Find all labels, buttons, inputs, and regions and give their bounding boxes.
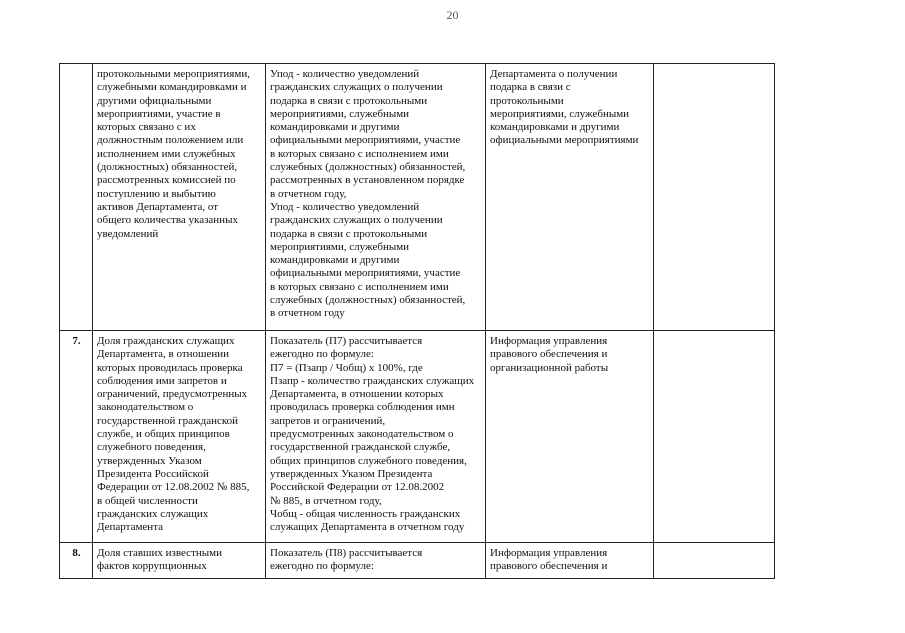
- extra-cell: [654, 64, 775, 331]
- data-source: Информация управления правового обеспечения и: [486, 543, 654, 579]
- row-number: 8.: [60, 543, 93, 579]
- indicators-table: [59, 63, 775, 579]
- calculation-method: Показатель (П7) рассчитывается ежегодно по формуле: П7 = (Пзапр / Чобщ) х 100%, где Пзапр - количество гражданских служащих Департамента, в отношении которых проводилась проверка соблюдения имн запретов и ограничений, предусмотренных законодательством о государственной гражданской службе, общих принципов служебного поведения, утвержденных Указом Президента Российской Федерации от 12.08.2002 № 885, в отчетном году, Чобщ - общая численность гражданских служащих Департамента в отчетном году: [266, 331, 486, 543]
- indicator-name: Доля ставших известными фактов коррупционных: [93, 543, 266, 579]
- calculation-method: Упод - количество уведомлений гражданских служащих о получении подарка в связи с протокольными мероприятиями, служебными командировками и другими официальными мероприятиями, участие в которых связано с исполнением ими служебных (должностных) обязанностей, рассмотренных в установленном порядке в отчетном году, Упод - количество уведомлений гражданских служащих о получении подарка в связи с протокольными мероприятиями, служебными командировками и другими официальными мероприятиями, участие в которых связано с исполнением ими служебных (должностных) обязанностей, в отчетном году: [266, 64, 486, 331]
- table-row: [60, 64, 775, 331]
- indicator-name: Доля гражданских служащих Департамента, в отношении которых проводилась проверка соблюдения ими запретов и ограничений, предусмотренных законодательством о государственной гражданской службе, и общих принципов служебного поведения, утвержденных Указом Президента Российской Федерации от 12.08.2002 № 885, в общей численности гражданских служащих Департамента: [93, 331, 266, 543]
- extra-cell: [654, 543, 775, 579]
- table-row: [60, 543, 775, 579]
- row-number: 7.: [60, 331, 93, 543]
- data-source: Информация управления правового обеспечения и организационной работы: [486, 331, 654, 543]
- extra-cell: [654, 331, 775, 543]
- table-row: [60, 331, 775, 543]
- indicator-name: протокольными мероприятиями, служебными командировками и другими официальными мероприятиями, участие в которых связано с их должностным положением или исполнением ими служебных (должностных) обязанностей, рассмотренных комиссией по поступлению и выбытию активов Департамента, от общего количества указанных уведомлений: [93, 64, 266, 331]
- row-number: [60, 64, 93, 331]
- page-number: 20: [446, 8, 459, 22]
- calculation-method: Показатель (П8) рассчитывается ежегодно по формуле:: [266, 543, 486, 579]
- data-source: Департамента о получении подарка в связи с протокольными мероприятиями, служебными командировками и другими официальными мероприятиями: [486, 64, 654, 331]
